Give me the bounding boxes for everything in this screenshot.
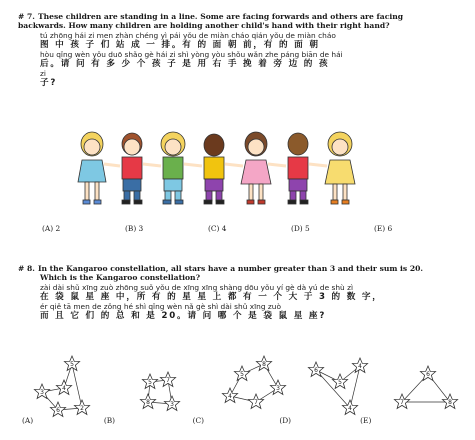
c-star-2: 5 bbox=[240, 371, 244, 378]
child-2 bbox=[122, 133, 142, 204]
q8-pinyin-2: ér qiě tā men de zǒng hé shì qǐng wèn nǎ gè shì dài shǔ xīng zuò bbox=[40, 301, 281, 311]
q7-choice-d[interactable]: (D) 5 bbox=[291, 224, 310, 233]
constellation-b bbox=[140, 372, 179, 411]
child-5 bbox=[241, 132, 271, 204]
a-star-5: 2 bbox=[80, 405, 84, 412]
a-star-2: 4 bbox=[62, 385, 66, 392]
q8-choice-d[interactable]: (D) bbox=[279, 416, 292, 425]
constellation-d bbox=[308, 358, 367, 415]
q7-choice-a[interactable]: (A) 2 bbox=[42, 224, 61, 233]
q7-pinyin-1: tú zhōng hái zi men zhàn chéng yì pái yǒu de miàn cháo qián yǒu de miàn cháo bbox=[40, 30, 336, 40]
q8-choice-c[interactable]: (C) bbox=[192, 416, 204, 425]
q8-choice-b[interactable]: (B) bbox=[103, 416, 116, 425]
q8-choice-e[interactable]: (E) bbox=[360, 416, 372, 425]
q7-choice-b[interactable]: (B) 3 bbox=[125, 224, 144, 233]
q7-text-line1: These children are standing in a line. Some are facing forwards and others are facing bbox=[37, 12, 404, 21]
child-1 bbox=[78, 132, 106, 204]
d-star-4: 4 bbox=[348, 405, 352, 412]
d-star-2: 5 bbox=[338, 379, 342, 386]
q7-text bbox=[18, 12, 458, 31]
q8-number: # 8. bbox=[18, 264, 35, 273]
b-star-2: 7 bbox=[166, 377, 170, 384]
q7-number: # 7. bbox=[18, 12, 35, 21]
c-star-1: 4 bbox=[228, 393, 232, 400]
d-star-3: 4 bbox=[358, 363, 362, 370]
q7-hanzi-1: 图 中 孩 子 们 站 成 一 排。有 的 面 朝 前，有 的 面 朝 bbox=[40, 39, 320, 50]
children-illustration bbox=[70, 130, 390, 210]
c-star-5: 7 bbox=[254, 399, 258, 406]
q8-hanzi-2: 而 且 它 们 的 总 和 是 20。请 问 哪 个 是 袋 鼠 星 座? bbox=[40, 310, 327, 321]
child-4 bbox=[204, 134, 224, 204]
child-7 bbox=[325, 132, 355, 204]
b-star-4: 8 bbox=[146, 399, 150, 406]
q7-text-line2: backwards. How many children are holding another child's hand with their right hand? bbox=[18, 21, 390, 31]
q7-hanzi-2: 后。请 问 有 多 少 个 孩 子 是 用 右 手 挽 着 旁 边 的 孩 bbox=[40, 58, 330, 69]
q8-choices bbox=[22, 416, 442, 425]
b-star-1: 5 bbox=[148, 379, 152, 386]
constellation-a bbox=[34, 356, 89, 417]
a-star-3: 3 bbox=[40, 389, 44, 396]
e-star-3: 8 bbox=[448, 399, 452, 406]
d-star-1: 6 bbox=[314, 367, 318, 374]
e-star-1: 7 bbox=[400, 399, 404, 406]
c-star-4: 3 bbox=[276, 385, 280, 392]
question-8 bbox=[18, 264, 458, 321]
q8-text-line2: Which is the Kangaroo constellation? bbox=[40, 273, 201, 283]
q8-hanzi-1: 在 袋 鼠 星 座 中，所 有 的 星 星 上 都 有 一 个 大 于 3 的 数 字， bbox=[40, 291, 383, 302]
child-3 bbox=[161, 132, 185, 204]
e-star-2: 6 bbox=[426, 371, 430, 378]
q8-pinyin-1: zài dài shǔ xīng zuò zhōng suǒ yǒu de xīng xīng shàng dōu yǒu yí gè dà yú de shù zì bbox=[40, 282, 354, 292]
question-7 bbox=[18, 12, 458, 88]
q8-text bbox=[18, 264, 458, 283]
a-star-1: 5 bbox=[70, 361, 74, 368]
q7-pinyin-2: hòu qǐng wèn yǒu duō shǎo gè hái zi shì yòng yòu shǒu wǎn zhe páng biān de hái bbox=[40, 49, 343, 59]
q7-hanzi-3: 子? bbox=[40, 77, 58, 88]
child-6 bbox=[288, 133, 308, 204]
q7-choice-c[interactable]: (C) 4 bbox=[208, 224, 227, 233]
constellation-e bbox=[394, 366, 457, 409]
q7-pinyin-3: zi bbox=[40, 68, 46, 78]
c-star-3: 8 bbox=[262, 361, 266, 368]
b-star-3: 3 bbox=[170, 401, 174, 408]
constellation-c bbox=[222, 356, 285, 409]
q8-choice-a[interactable]: (A) bbox=[22, 416, 34, 425]
a-star-4: 6 bbox=[56, 407, 60, 414]
q7-choices bbox=[42, 224, 462, 233]
q8-text-line1: In the Kangaroo constellation, all stars have a number greater than 3 and their sum is 20. bbox=[37, 264, 424, 273]
q7-choice-e[interactable]: (E) 6 bbox=[374, 224, 393, 233]
